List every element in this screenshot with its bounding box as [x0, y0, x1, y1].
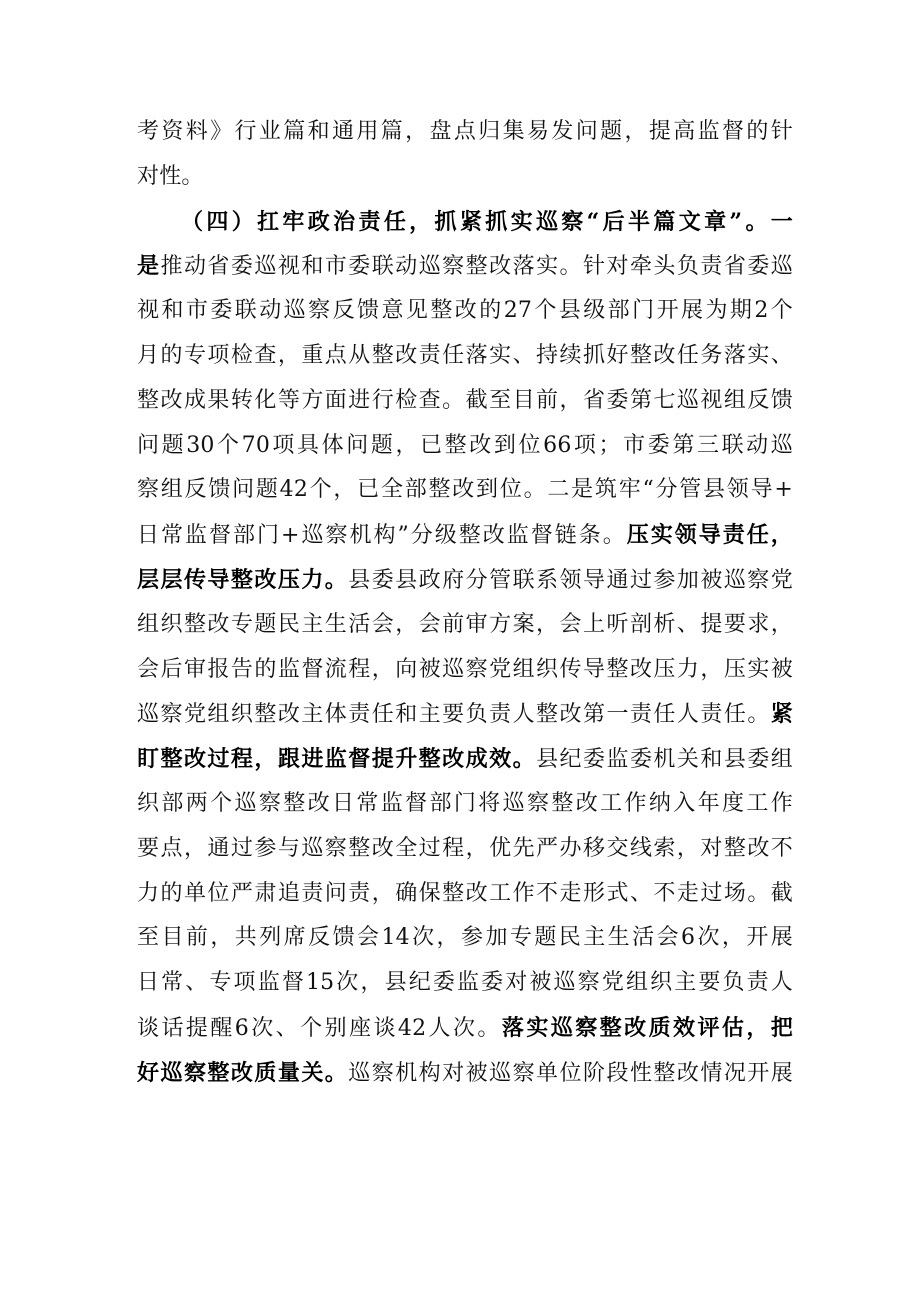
text-run: 月的专项检查，重点从整改责任落实、持续抓好整改任务落实、: [137, 342, 793, 368]
text-line: [137, 430, 793, 475]
text-line: [137, 743, 793, 788]
text-run: 日常监督部门+巡察机构”分级整改监督链条。: [137, 523, 627, 549]
document-body: [0, 116, 920, 1102]
text-run: 巡察机构对被巡察单位阶段性整改情况开展: [348, 1060, 793, 1086]
text-run: 问题30个70项具体问题，已整改到位66项；市委第三联动巡: [137, 432, 793, 458]
text-run: 视和市委联动巡察反馈意见整改的27个县级部门开展为期2个: [137, 298, 793, 324]
bold-run: 压实领导责任，: [626, 522, 793, 549]
bold-run: 落实巡察整改质效评估，把: [501, 1014, 793, 1041]
bold-run: 盯整改过程，跟进监督提升整改成效。: [137, 746, 537, 773]
text-line: [137, 878, 793, 923]
text-line: [137, 654, 793, 699]
text-run: 会后审报告的监督流程，向被巡察党组织传导整改压力，压实被: [137, 656, 793, 682]
text-run: 谈话提醒6次、个别座谈42人次。: [137, 1015, 502, 1041]
text-line: [137, 564, 793, 609]
bold-run: 是: [137, 253, 161, 280]
text-line: [137, 340, 793, 385]
text-line: [137, 519, 793, 564]
text-line: [137, 116, 793, 161]
text-run: 巡察党组织整改主体责任和主要负责人整改第一责任人责任。: [137, 702, 771, 728]
text-line: [137, 295, 793, 340]
section-heading-line: [181, 206, 793, 251]
text-run: 县委县政府分管联系领导通过参加被巡察党: [348, 567, 793, 593]
text-line: [137, 474, 793, 519]
text-run: 力的单位严肃追责问责，确保整改工作不走形式、不走过场。截: [137, 880, 793, 906]
text-run: 对性。: [137, 163, 204, 189]
text-line: [137, 1057, 793, 1102]
text-line: [137, 609, 793, 654]
text-line: [137, 250, 793, 295]
text-line: [137, 967, 793, 1012]
text-line: [137, 788, 793, 833]
text-run: 织部两个巡察整改日常监督部门将巡察整改工作纳入年度工作: [137, 790, 793, 816]
text-run: 考资料》行业篇和通用篇，盘点归集易发问题，提高监督的针: [137, 119, 793, 144]
text-run: 推动省委巡视和市委联动巡察整改落实。针对牵头负责省委巡: [160, 254, 794, 280]
text-run: 察组反馈问题42个，已全部整改到位。二是筑牢“分管县领导+: [137, 477, 793, 503]
text-line: [137, 161, 793, 206]
text-run: 县纪委监委机关和县委组: [536, 747, 794, 773]
text-line: [137, 385, 793, 430]
text-line: [137, 922, 793, 967]
bold-run: 紧: [770, 701, 793, 728]
text-run: 至目前，共列席反馈会14次，参加专题民主生活会6次，开展: [137, 925, 793, 951]
text-run: 组织整改专题民主生活会，会前审方案，会上听剖析、提要求，: [137, 611, 793, 637]
text-line: [137, 1012, 793, 1057]
text-line: [137, 833, 793, 878]
bold-run: 层层传导整改压力。: [137, 566, 349, 593]
text-run: 要点，通过参与巡察整改全过程，优先严办移交线索，对整改不: [137, 835, 793, 861]
section-heading: （四）扛牢政治责任，抓紧抓实巡察“后半篇文章”。一: [181, 208, 793, 235]
text-run: 整改成果转化等方面进行检查。截至目前，省委第七巡视组反馈: [137, 387, 793, 413]
text-line: [137, 698, 793, 743]
text-run: 日常、专项监督15次，县纪委监委对被巡察党组织主要负责人: [137, 970, 793, 996]
bold-run: 好巡察整改质量关。: [137, 1059, 349, 1086]
